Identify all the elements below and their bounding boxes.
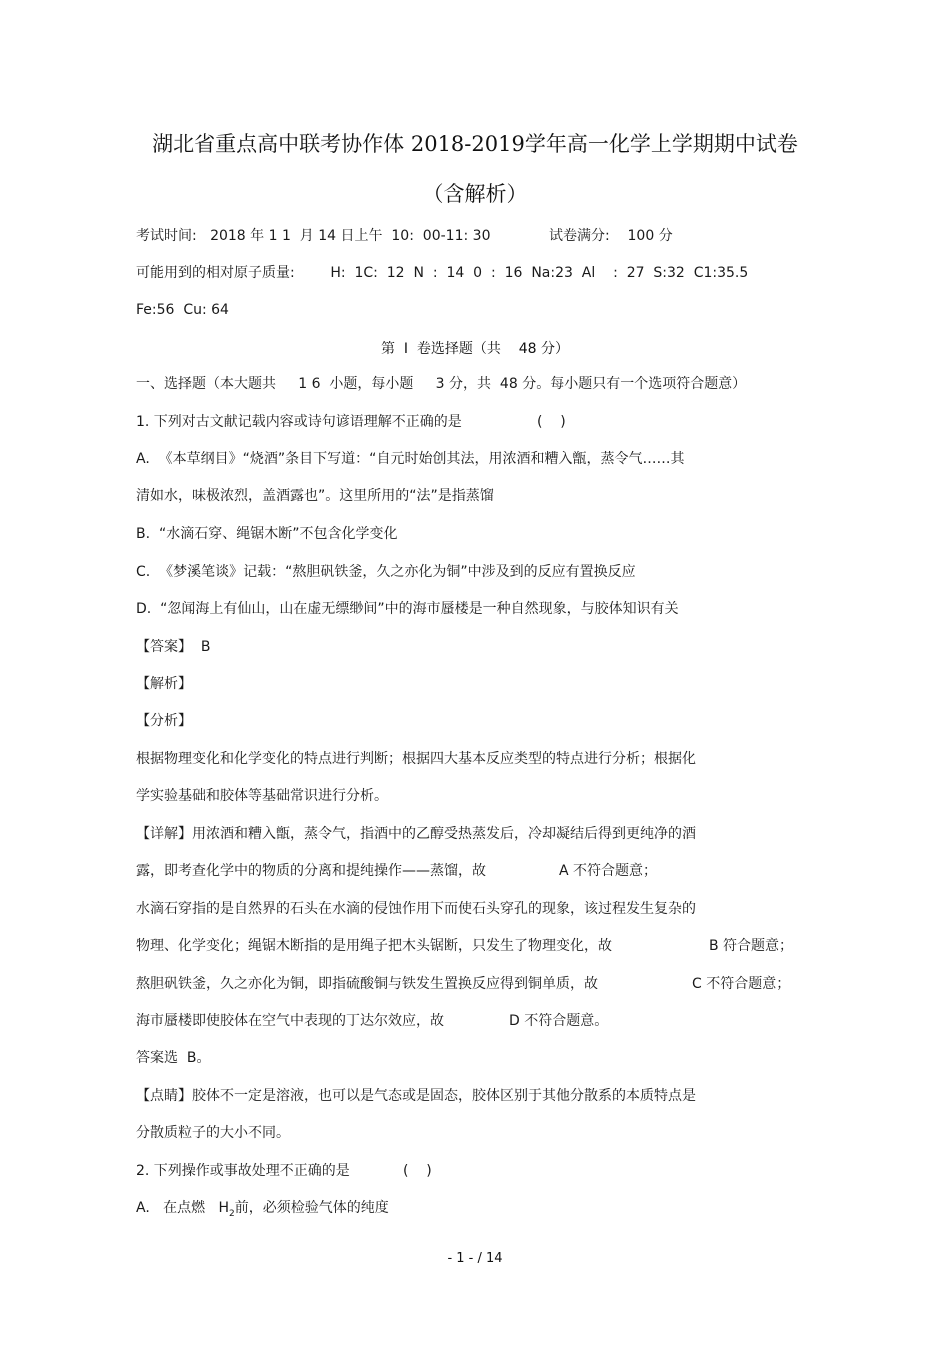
question-2-stem: 2. 下列操作或事故处理不正确的是 (136, 1163, 350, 1179)
hydrogen-subscript: 2 (229, 1208, 235, 1219)
question-1-tip-line-1: 【点睛】胶体不一定是溶液，也可以是气态或是固态，胶体区别于其他分散系的本质特点是 (136, 1088, 696, 1104)
atomic-mass-line-1: 可能用到的相对原子质量: H: 1C: 12 N : 14 0 : 16 Na:23 Al : 27 S:32 C1:35.5 (136, 265, 749, 281)
question-1-detail-line-2-verdict: A 不符合题意； (559, 863, 658, 879)
question-1-analysis-line-2: 学实验基础和胶体等基础常识进行分析。 (136, 788, 388, 804)
section-instructions: 一、选择题（本大题共 1 6 小题，每小题 3 分，共 48 分。每小题只有一个选项符合题意） (136, 376, 747, 392)
page-number: - 1 - / 14 (447, 1251, 503, 1266)
question-1-explanation-head: 【解析】 (136, 676, 192, 692)
exam-time: 考试时间: 2018 年 1 1 月 14 日上午 10: 00-11: 30 (136, 228, 491, 244)
question-1-option-c: C. 《梦溪笔谈》记载：“熬胆矾铁釜，久之亦化为铜”中涉及到的反应有置换反应 (136, 564, 636, 580)
full-score: 试卷满分: 100 分 (549, 228, 673, 244)
question-2-option-a-suffix: 前，必须检验气体的纯度 (234, 1200, 389, 1216)
question-1-detail-line-6-verdict: D 不符合题意。 (509, 1013, 609, 1029)
question-1-answer: 【答案】 B (136, 639, 211, 655)
question-2-option-a-prefix: A. 在点燃 H (136, 1200, 230, 1216)
question-1-detail-line-2: 露，即考查化学中的物质的分离和提纯操作——蒸馏，故 (136, 863, 486, 879)
section-title: 第 I 卷选择题（共 48 分） (381, 341, 569, 357)
question-1-detail-line-3: 水滴石穿指的是自然界的石头在水滴的侵蚀作用下而使石头穿孔的现象，该过程发生复杂的 (136, 901, 696, 917)
question-1-option-a-line-1: A. 《本草纲目》“烧酒”条目下写道：“自元时始创其法，用浓酒和糟入甑，蒸令气……其 (136, 451, 685, 467)
question-1-option-a-line-2: 清如水，味极浓烈，盖酒露也”。这里所用的“法”是指蒸馏 (136, 488, 494, 504)
document-subtitle: （含解析） (422, 182, 528, 206)
question-1-analysis-line-1: 根据物理变化和化学变化的特点进行判断；根据四大基本反应类型的特点进行分析；根据化 (136, 751, 696, 767)
question-1-answer-paren: ( ) (537, 414, 566, 430)
question-1-detail-line-1: 【详解】用浓酒和糟入甑，蒸令气，指酒中的乙醇受热蒸发后，冷却凝结后得到更纯净的酒 (136, 826, 696, 842)
question-1-option-d: D. “忽闻海上有仙山，山在虚无缥缈间”中的海市蜃楼是一种自然现象，与胶体知识有关 (136, 601, 679, 617)
question-1-detail-line-4: 物理、化学变化；绳锯木断指的是用绳子把木头锯断，只发生了物理变化，故 (136, 938, 612, 954)
question-1-option-b: B. “水滴石穿、绳锯木断”不包含化学变化 (136, 526, 398, 542)
question-1-detail-line-5-verdict: C 不符合题意； (692, 976, 791, 992)
question-1-final-answer: 答案选 B。 (136, 1050, 211, 1066)
question-1-tip-line-2: 分散质粒子的大小不同。 (136, 1125, 290, 1141)
question-2-answer-paren: ( ) (403, 1163, 432, 1179)
question-2-option-a (136, 1198, 389, 1224)
atomic-mass-line-2: Fe:56 Cu: 64 (136, 302, 229, 318)
question-1-detail-line-5: 熬胆矾铁釜，久之亦化为铜，即指硫酸铜与铁发生置换反应得到铜单质，故 (136, 976, 598, 992)
document-title: 湖北省重点高中联考协作体 2018-2019学年高一化学上学期期中试卷 (152, 132, 798, 156)
question-1-detail-line-6: 海市蜃楼即使胶体在空气中表现的丁达尔效应，故 (136, 1013, 444, 1029)
question-1-analysis-head: 【分析】 (136, 713, 192, 729)
question-1-stem: 1. 下列对古文献记载内容或诗句谚语理解不正确的是 (136, 414, 462, 430)
question-1-detail-line-4-verdict: B 符合题意； (709, 938, 794, 954)
